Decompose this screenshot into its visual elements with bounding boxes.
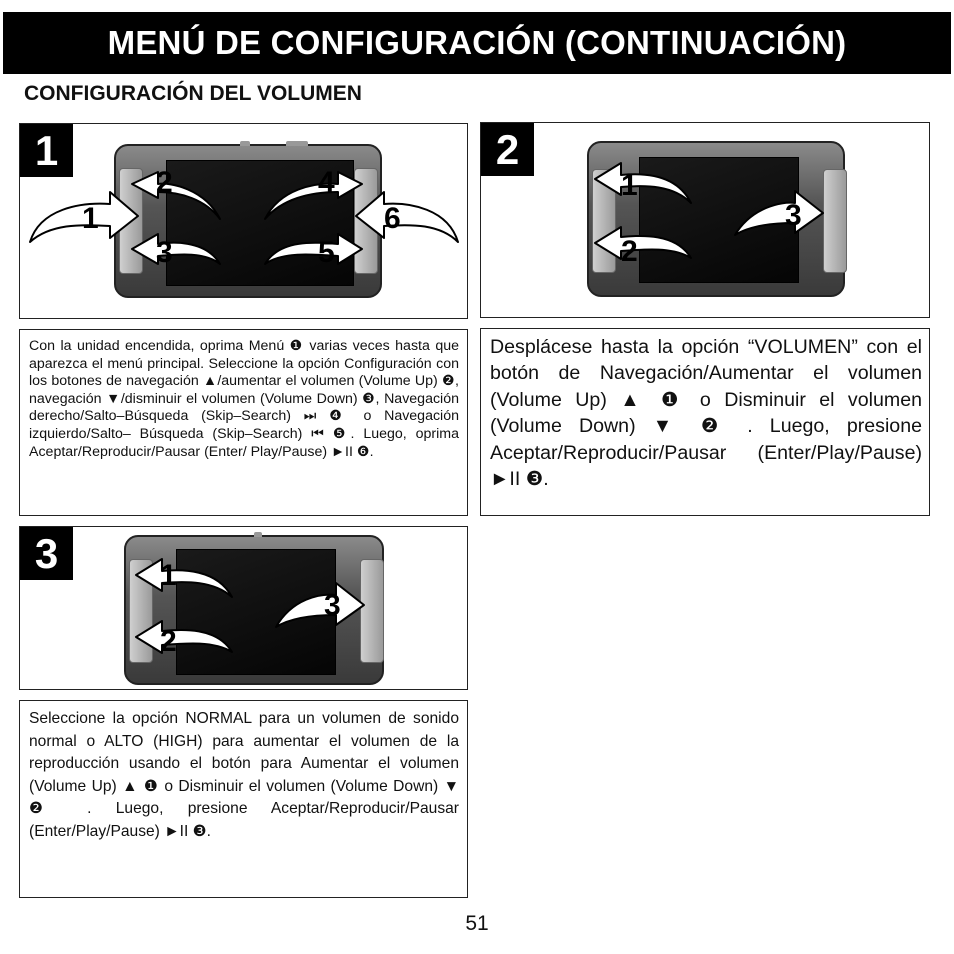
section-title: CONFIGURACIÓN DEL VOLUMEN <box>24 82 362 105</box>
step-number-badge: 3 <box>20 527 73 580</box>
arrow-label-3: 3 <box>324 589 341 622</box>
figure-panel-1 <box>19 123 468 319</box>
arrow-label-1: 1 <box>82 202 99 235</box>
instruction-box-1 <box>19 329 468 516</box>
instruction-box-2 <box>480 328 930 516</box>
arrow-4-icon <box>265 172 362 219</box>
arrow-label-4: 4 <box>318 166 335 199</box>
instruction-box-3 <box>19 700 468 898</box>
figure-panel-3 <box>19 526 468 690</box>
arrow-label-2: 2 <box>160 625 177 658</box>
instruction-text-3: Seleccione la opción NORMAL para un volumen de sonido normal o ALTO (HIGH) para aumentar el volumen de la reproducción usando el botón para Aumentar el volumen (Volume Up) ▲ ❶ o Disminuir el volumen (Volume Down) ▼ ❷ . Luego, presione Aceptar/Reproducir/Pausar (Enter/Play/Pause) ►II ❸. <box>29 710 459 841</box>
arrow-label-5: 5 <box>318 236 335 269</box>
arrow-label-2: 2 <box>621 235 638 268</box>
arrow-3-icon <box>735 191 823 235</box>
arrow-label-3: 3 <box>785 199 802 232</box>
arrow-label-6: 6 <box>384 202 401 235</box>
figure-panel-2 <box>480 122 930 318</box>
instruction-text-2: Desplácese hasta la opción “VOLUMEN” con el botón de Navegación/Aumentar el volumen (Volume Up) ▲ ❶ o Disminuir el volumen (Volume Down) ▼ ❷ . Luego, presione Aceptar/Reproducir/Pausar (Enter/Play/Pause) ►II ❸. <box>490 336 922 491</box>
arrow-2-icon <box>132 172 220 219</box>
step-number-badge: 1 <box>20 124 73 177</box>
arrow-3-icon <box>132 234 220 264</box>
arrow-2-icon <box>595 227 691 259</box>
arrow-label-2: 2 <box>156 166 173 199</box>
arrow-1-icon <box>136 559 232 597</box>
instruction-text-1: Con la unidad encendida, oprima Menú ❶ varias veces hasta que aparezca el menú principal. Seleccione la opción Configuración con los botones de navegación ▲/aumentar el volumen (Volume Up) ❷, navegación ▼/disminuir el volumen (Volume Down) ❸, Navegación derecho/Salto–Búsqueda (Skip–Search) ⏭ ❹ o Navegación izquierdo/Salto– Búsqueda (Skip–Search) ⏮ ❺. Luego, oprima Aceptar/Reproducir/Pausar (Enter/ Play/Pause) ►II ❻. <box>29 338 459 460</box>
arrow-3-icon <box>276 583 364 627</box>
arrows-overlay <box>481 123 931 319</box>
page-title: MENÚ DE CONFIGURACIÓN (CONTINUACIÓN) <box>3 12 951 74</box>
arrow-label-3: 3 <box>156 236 173 269</box>
arrows-overlay <box>20 527 469 691</box>
step-number-badge: 2 <box>481 123 534 176</box>
page-number: 51 <box>465 912 489 935</box>
arrow-2-icon <box>136 621 232 653</box>
arrow-label-1: 1 <box>621 169 638 202</box>
arrow-5-icon <box>265 234 362 264</box>
arrow-label-1: 1 <box>160 559 177 592</box>
arrow-1-icon <box>595 163 691 203</box>
arrow-6-icon <box>356 192 458 242</box>
